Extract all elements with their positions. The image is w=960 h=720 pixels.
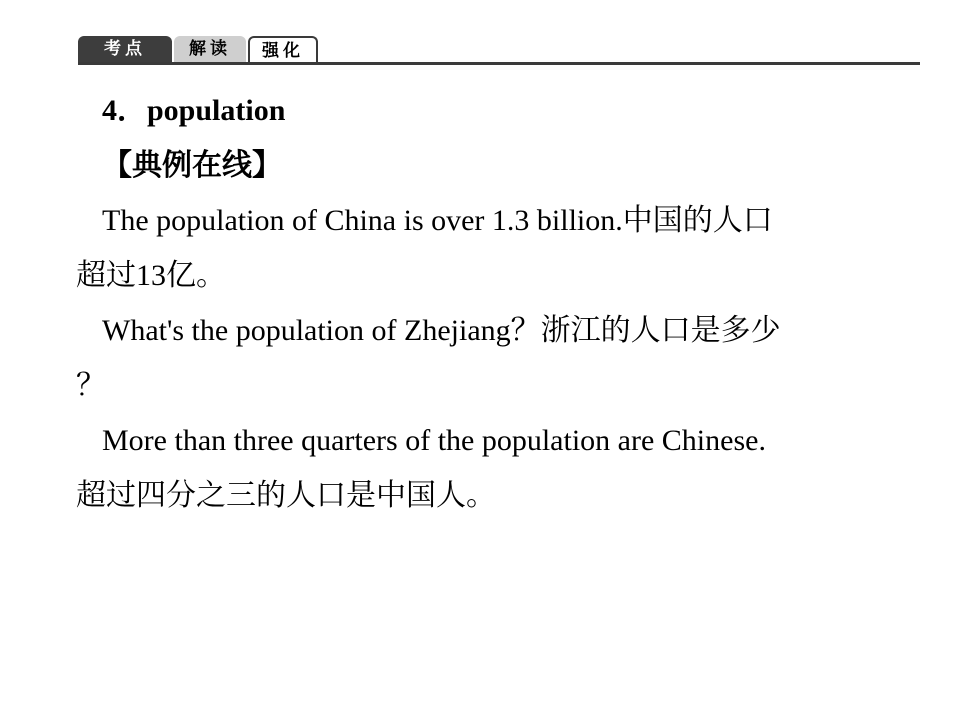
header-rule <box>78 62 920 65</box>
tab-jiedu[interactable]: 解读 <box>174 36 246 62</box>
example-line-3: What's the population of Zhejiang？浙江的人口是多少 <box>102 314 781 347</box>
example-line-5: More than three quarters of the population are Chinese. <box>102 424 766 457</box>
tab-kaodian[interactable]: 考点 <box>78 36 172 62</box>
example-line-2: 超过13亿。 <box>76 259 226 292</box>
tab-qianghua[interactable]: 强化 <box>248 36 318 62</box>
section-heading: 4．population <box>102 94 286 127</box>
example-line-1: The population of China is over 1.3 billion.中国的人口 <box>102 204 773 237</box>
header-tab-bar <box>78 36 920 66</box>
example-line-4: ？ <box>76 369 106 402</box>
example-line-6: 超过四分之三的人口是中国人。 <box>76 479 496 512</box>
example-label: 【典例在线】 <box>102 149 282 182</box>
